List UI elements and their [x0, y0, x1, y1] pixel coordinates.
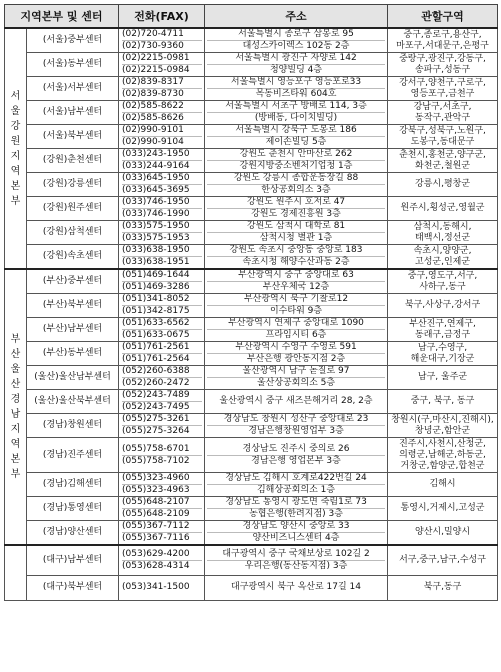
address-line: 부산광역시 수영구 수영로 591	[235, 342, 357, 352]
jurisdiction-cell	[388, 294, 498, 318]
jurisdiction-cell	[388, 245, 498, 270]
address-line: 대성스카이렉스 102동 2층	[207, 40, 385, 52]
jurisdiction-cell	[388, 414, 498, 438]
address-cell	[205, 125, 388, 149]
phone-cell	[119, 101, 205, 125]
phone-line: (033)746-1990	[122, 208, 202, 220]
jurisdiction-line: 거창군,함양군,합천군	[400, 460, 485, 471]
center-name: (울산)울산남부센터	[27, 366, 119, 390]
jurisdiction-cell	[388, 545, 498, 575]
center-name: (경남)진주센터	[27, 438, 119, 473]
jurisdiction-cell	[388, 521, 498, 546]
jurisdiction-line: 양산시,밀양시	[415, 527, 471, 537]
phone-line: (052)260-2472	[122, 377, 202, 389]
jurisdiction-cell	[388, 221, 498, 245]
table-header-row	[5, 5, 498, 29]
address-line: 울산광역시 중구 새즈믄해거리 28, 2층	[219, 396, 373, 406]
header-jurisdiction: 관할구역	[388, 5, 498, 29]
phone-cell	[119, 173, 205, 197]
jurisdiction-cell	[388, 342, 498, 366]
address-line: 강원도 삼척시 대학로 81	[246, 221, 346, 231]
jurisdiction-cell	[388, 438, 498, 473]
jurisdiction-cell	[388, 366, 498, 390]
center-name: (경남)창원센터	[27, 414, 119, 438]
phone-line: (051)761-2561	[122, 342, 190, 352]
region-cell: 서울강원지역본부	[5, 28, 27, 269]
phone-cell	[119, 497, 205, 521]
address-cell	[205, 575, 388, 600]
phone-cell	[119, 28, 205, 53]
phone-line: (055)648-2107	[122, 497, 190, 507]
table-row	[5, 221, 498, 245]
phone-line: (052)243-7495	[122, 401, 202, 413]
address-cell	[205, 414, 388, 438]
center-name: (경남)김해센터	[27, 473, 119, 497]
address-line: 속초시청 해양수산과동 2층	[207, 256, 385, 268]
address-line: 경상남도 김해시 호계로422번길 24	[225, 473, 367, 483]
address-line: 한상공회의소 3층	[207, 184, 385, 196]
phone-line: (055)275-3264	[122, 425, 202, 437]
jurisdiction-line: 고성군,인제군	[415, 256, 471, 267]
table-row	[5, 53, 498, 77]
table-row	[5, 497, 498, 521]
phone-cell	[119, 521, 205, 546]
phone-line: (051)633-6562	[122, 318, 190, 328]
address-cell	[205, 366, 388, 390]
table-row	[5, 414, 498, 438]
jurisdiction-cell	[388, 125, 498, 149]
jurisdiction-line: 북구,동구	[423, 582, 462, 592]
address-line: 강원도 경제진흥원 3층	[207, 208, 385, 220]
address-line: 경상남도 창원시 성산구 중앙대로 23	[223, 414, 369, 424]
address-line: (방배동, 다이치빌딩)	[207, 112, 385, 124]
address-line: 경상남도 진주시 중의로 26	[242, 443, 350, 454]
jurisdiction-cell	[388, 269, 498, 294]
phone-cell	[119, 245, 205, 270]
jurisdiction-line: 의령군,남해군,하동군,	[399, 449, 486, 460]
address-line: 부산광역시 연제구 중앙대로 1090	[228, 318, 364, 328]
address-cell	[205, 245, 388, 270]
phone-cell	[119, 473, 205, 497]
table-row	[5, 473, 498, 497]
address-line: 대구광역시 북구 옥산로 17길 14	[231, 582, 361, 592]
phone-cell	[119, 269, 205, 294]
address-line: 강원도 춘천시 안마산로 262	[239, 149, 353, 159]
address-cell	[205, 545, 388, 575]
jurisdiction-line: 중구, 북구, 동구	[410, 396, 475, 406]
address-line: 강원도 강릉시 종합운동장길 88	[233, 173, 359, 183]
jurisdiction-line: 속초시,양양군,	[413, 245, 472, 256]
jurisdiction-cell	[388, 497, 498, 521]
jurisdiction-cell	[388, 473, 498, 497]
phone-line: (033)638-1951	[122, 256, 202, 268]
jurisdiction-line: 진주시,사천시,산청군,	[399, 438, 486, 449]
phone-line: (02)585-8626	[122, 112, 202, 124]
jurisdiction-cell	[388, 77, 498, 101]
phone-cell	[119, 414, 205, 438]
phone-line: (033)243-1950	[122, 149, 190, 159]
address-cell	[205, 521, 388, 546]
address-line: 프라임시티 6층	[207, 329, 385, 341]
phone-line: (051)761-2564	[122, 353, 202, 365]
jurisdiction-cell	[388, 575, 498, 600]
address-line: 김해상공회의소 1층	[207, 484, 385, 496]
center-name: (서울)남부센터	[27, 101, 119, 125]
phone-line: (02)990-9104	[122, 136, 202, 148]
center-name: (서울)북부센터	[27, 125, 119, 149]
address-line: 서울특별시 강북구 도봉로 186	[235, 125, 357, 135]
address-line: 대구광역시 중구 국채보상로 102길 2	[222, 548, 370, 559]
phone-cell	[119, 77, 205, 101]
jurisdiction-line: 창녕군,함안군	[415, 425, 471, 436]
phone-line: (055)758-7102	[122, 455, 202, 467]
phone-line: (02)2215-0984	[122, 64, 202, 76]
address-line: 서울특별시 광진구 자양로 142	[235, 53, 357, 63]
address-cell	[205, 101, 388, 125]
center-name: (부산)북부센터	[27, 294, 119, 318]
phone-cell	[119, 197, 205, 221]
address-cell	[205, 269, 388, 294]
address-line: 경상남도 양산시 중앙로 33	[242, 521, 350, 531]
address-cell	[205, 173, 388, 197]
phone-cell	[119, 318, 205, 342]
table-row	[5, 294, 498, 318]
phone-line: (02)990-9101	[122, 125, 184, 135]
phone-cell	[119, 221, 205, 245]
jurisdiction-line: 강서구,양천구,구로구,	[399, 77, 486, 88]
address-line: 삼척시청 별관 1층	[207, 232, 385, 244]
center-name: (부산)동부센터	[27, 342, 119, 366]
table-row	[5, 173, 498, 197]
address-line: 부산은행 광안동지점 2층	[207, 353, 385, 365]
jurisdiction-line: 서구,중구,남구,수성구	[399, 554, 486, 565]
center-name: (경남)통영센터	[27, 497, 119, 521]
center-name: (서울)중부센터	[27, 28, 119, 53]
address-line: 경남은행창원영업부 3층	[207, 425, 385, 437]
phone-line: (051)469-1644	[122, 270, 190, 280]
phone-line: (052)243-7489	[122, 390, 190, 400]
jurisdiction-line: 창원시(구,마산시,진해시),	[391, 414, 494, 425]
phone-line: (053)628-4314	[122, 560, 202, 572]
address-line: 농협은행(한려지점) 3층	[207, 508, 385, 520]
jurisdiction-line: 부산진구,연제구,	[409, 318, 476, 329]
address-cell	[205, 497, 388, 521]
phone-line: (033)645-3695	[122, 184, 202, 196]
center-name: (경남)양산센터	[27, 521, 119, 546]
center-name: (부산)남부센터	[27, 318, 119, 342]
address-cell	[205, 197, 388, 221]
jurisdiction-line: 김해시	[429, 479, 456, 489]
phone-line: (055)758-6701	[122, 443, 190, 454]
jurisdiction-line: 화천군,철원군	[415, 160, 471, 171]
jurisdiction-line: 동래구,금정구	[415, 329, 471, 340]
address-line: 강원도 원주시 호저로 47	[246, 197, 346, 207]
phone-line: (051)469-3286	[122, 281, 202, 293]
table-row	[5, 575, 498, 600]
jurisdiction-line: 중랑구,광진구,강동구,	[399, 53, 486, 64]
jurisdiction-line: 통영시,거제시,고성군	[400, 503, 485, 513]
address-line: 이수타워 9층	[207, 305, 385, 317]
table-row	[5, 149, 498, 173]
phone-line: (055)367-7116	[122, 532, 202, 544]
table-row	[5, 101, 498, 125]
center-name: (강원)강릉센터	[27, 173, 119, 197]
address-line: 경상남도 통영시 광도면 죽림1로 73	[225, 497, 367, 507]
address-cell	[205, 149, 388, 173]
address-line: 강원도 속초시 중앙동 중앙로 183	[229, 245, 363, 255]
phone-line: (02)839-8317	[122, 77, 184, 87]
jurisdiction-cell	[388, 173, 498, 197]
jurisdiction-line: 영등포구,금천구	[410, 88, 475, 99]
phone-line: (033)746-1950	[122, 197, 190, 207]
jurisdiction-cell	[388, 318, 498, 342]
header-region: 지역본부 및 센터	[5, 5, 119, 29]
jurisdiction-line: 남구,수영구,	[417, 342, 468, 353]
phone-cell	[119, 545, 205, 575]
jurisdiction-cell	[388, 390, 498, 414]
phone-line: (02)839-8730	[122, 88, 202, 100]
table-row	[5, 125, 498, 149]
phone-line: (051)633-0675	[122, 329, 202, 341]
table-row	[5, 438, 498, 473]
jurisdiction-line: 남구, 울주군	[417, 372, 468, 382]
address-line: 울산광역시 남구 돋질로 97	[242, 366, 350, 376]
jurisdiction-cell	[388, 197, 498, 221]
table-row	[5, 318, 498, 342]
phone-cell	[119, 438, 205, 473]
address-line: 양산비즈니스센터 4층	[207, 532, 385, 544]
table-row	[5, 245, 498, 270]
jurisdiction-cell	[388, 101, 498, 125]
address-line: 우리은행(동산동지점) 3층	[207, 560, 385, 572]
jurisdiction-cell	[388, 53, 498, 77]
phone-line: (052)260-6388	[122, 366, 190, 376]
address-cell	[205, 221, 388, 245]
center-name: (서울)서부센터	[27, 77, 119, 101]
table-row	[5, 77, 498, 101]
phone-line: (055)323-4960	[122, 473, 190, 483]
phone-line: (055)275-3261	[122, 414, 190, 424]
jurisdiction-line: 북구,사상구,강서구	[404, 300, 481, 310]
jurisdiction-cell	[388, 28, 498, 53]
phone-cell	[119, 390, 205, 414]
center-name: (강원)삼척센터	[27, 221, 119, 245]
phone-line: (053)629-4200	[122, 548, 190, 559]
jurisdiction-cell	[388, 149, 498, 173]
phone-line: (02)720-4711	[122, 29, 184, 39]
phone-line: (033)575-1953	[122, 232, 202, 244]
address-line: 울산상공회의소 5층	[207, 377, 385, 389]
table-row	[5, 545, 498, 575]
table-body	[5, 28, 498, 600]
region-cell	[5, 545, 27, 600]
region-cell: 부산울산경남지역본부	[5, 269, 27, 545]
address-line: 부산광역시 북구 기찰로12	[243, 294, 349, 304]
jurisdiction-line: 강릉시,평창군	[415, 179, 471, 189]
jurisdiction-line: 강남구,서초구,	[413, 101, 472, 112]
center-name: (부산)중부센터	[27, 269, 119, 294]
phone-cell	[119, 294, 205, 318]
phone-line: (055)648-2109	[122, 508, 202, 520]
address-cell	[205, 53, 388, 77]
jurisdiction-line: 도봉구,동대문구	[410, 136, 475, 147]
table-row	[5, 342, 498, 366]
phone-line: (051)341-8052	[122, 294, 190, 304]
address-line: 목동비즈타워 604호	[207, 88, 385, 100]
jurisdiction-line: 사하구,동구	[419, 281, 466, 292]
address-line: 서울특별시 서초구 방배로 114, 3층	[225, 101, 367, 111]
center-name: (강원)속초센터	[27, 245, 119, 270]
center-name: (울산)울산북부센터	[27, 390, 119, 414]
center-name: (대구)남부센터	[27, 545, 119, 575]
address-line: 경남은행 영업본부 3층	[207, 455, 385, 467]
table-row	[5, 269, 498, 294]
phone-cell	[119, 53, 205, 77]
jurisdiction-line: 춘천시,홍천군,양구군,	[399, 149, 486, 160]
table-row	[5, 197, 498, 221]
address-line: 강원지방중소벤처기업청 1층	[207, 160, 385, 172]
phone-line: (02)585-8622	[122, 101, 184, 111]
address-line: 부산우체국 12층	[207, 281, 385, 293]
phone-line: (033)638-1950	[122, 245, 190, 255]
jurisdiction-line: 마포구,서대문구,은평구	[396, 40, 489, 51]
address-line: 제이손빌딩 5층	[207, 136, 385, 148]
address-cell	[205, 438, 388, 473]
address-cell	[205, 390, 388, 414]
jurisdiction-line: 해운대구,기장군	[410, 353, 475, 364]
phone-cell	[119, 125, 205, 149]
address-line: 부산광역시 중구 중앙대로 63	[238, 270, 354, 280]
jurisdiction-line: 태백시,정선군	[415, 232, 471, 243]
jurisdiction-line: 동작구,관악구	[415, 112, 471, 123]
header-phone: 전화(FAX)	[119, 5, 205, 29]
phone-line: (053)341-1500	[122, 582, 190, 592]
jurisdiction-line: 원주시,횡성군,영월군	[400, 203, 485, 213]
phone-line: (055)367-7112	[122, 521, 190, 531]
address-cell	[205, 77, 388, 101]
center-name: (강원)원주센터	[27, 197, 119, 221]
address-cell	[205, 318, 388, 342]
address-line: 서울특별시 종로구 삼봉로 95	[238, 29, 354, 39]
address-cell	[205, 294, 388, 318]
center-directory-table	[4, 4, 498, 601]
phone-line: (033)244-9164	[122, 160, 202, 172]
table-row	[5, 521, 498, 546]
address-line: 서울특별시 영등포구 영등포로33	[230, 77, 362, 87]
phone-cell	[119, 342, 205, 366]
address-cell	[205, 28, 388, 53]
phone-line: (055)323-4963	[122, 484, 202, 496]
center-name: (강원)춘천센터	[27, 149, 119, 173]
table-row	[5, 28, 498, 53]
phone-line: (033)645-1950	[122, 173, 190, 183]
table-row	[5, 366, 498, 390]
jurisdiction-line: 송파구,성동구	[415, 64, 471, 75]
table-row	[5, 390, 498, 414]
address-cell	[205, 473, 388, 497]
header-address: 주소	[205, 5, 388, 29]
phone-line: (02)730-9360	[122, 40, 202, 52]
phone-line: (02)2215-0981	[122, 53, 190, 63]
center-name: (서울)동부센터	[27, 53, 119, 77]
phone-cell	[119, 149, 205, 173]
phone-line: (033)575-1950	[122, 221, 190, 231]
phone-cell	[119, 575, 205, 600]
jurisdiction-line: 강북구,성북구,노원구,	[399, 125, 486, 136]
phone-cell	[119, 366, 205, 390]
jurisdiction-line: 삼척시,동해시,	[413, 221, 472, 232]
phone-line: (051)342-8175	[122, 305, 202, 317]
center-name: (대구)북부센터	[27, 575, 119, 600]
jurisdiction-line: 중구,종로구,용산구,	[403, 29, 482, 40]
jurisdiction-line: 중구,영도구,서구,	[407, 270, 478, 281]
address-cell	[205, 342, 388, 366]
address-line: 청양빌딩 4층	[207, 64, 385, 76]
